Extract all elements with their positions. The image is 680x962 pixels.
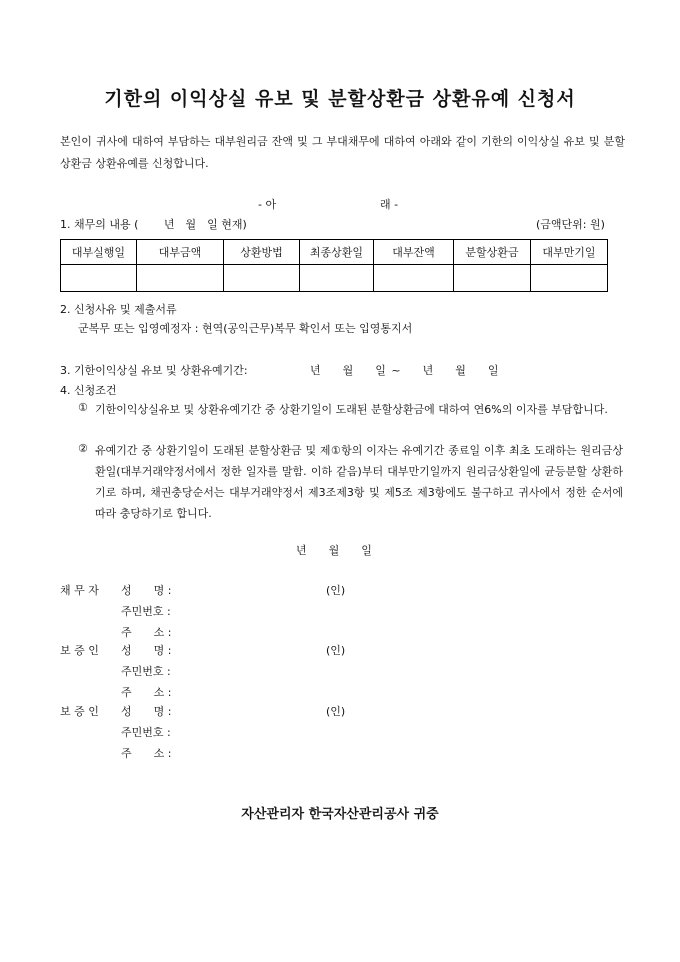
col-header: 대부만기일: [531, 240, 608, 265]
intro-paragraph: 본인이 귀사에 대하여 부담하는 대부원리금 잔액 및 그 부대채무에 대하여 아래와 같이 기한의 이익상실 유보 및 분할상환금 상환유예를 신청합니다.: [60, 135, 625, 170]
notice-left: - 아: [258, 198, 277, 211]
condition-text: 유예기간 중 상환기일이 도래된 분할상환금 및 제①항의 이자는 유예기간 종료일 이후 최초 도래하는 원리금상환일(대부거래약정서에서 정한 일자를 말함. 이하 같음)부터 대부만기일까지 원리금상환일에 균등분할 상환하기로 하며, 채권충당순서는 대부거래약정서 제3조제3항 및 제5조 제3항에도 불구하고 귀사에서 정한 순서에 따라 충당하기로 합니다.: [95, 444, 623, 520]
section4-heading: 4. 신청조건: [60, 384, 117, 397]
address-label: 주 소 :: [121, 747, 172, 760]
table-cell[interactable]: [531, 265, 608, 292]
table-cell[interactable]: [374, 265, 454, 292]
signer-role: 채 무 자: [60, 584, 99, 597]
col-header: 대부금액: [137, 240, 224, 265]
date-line: 년 월 일: [296, 544, 372, 557]
signer-role: 보 증 인: [60, 644, 99, 657]
signer-role: 보 증 인: [60, 705, 99, 718]
section2-detail: 군복무 또는 입영예정자 : 현역(공익근무)복무 확인서 또는 입영통지서: [78, 322, 413, 335]
name-label: 성 명 :: [121, 705, 172, 718]
section2-heading: 2. 신청사유 및 제출서류: [60, 303, 177, 316]
seal-mark: (인): [326, 584, 346, 597]
debt-table: [60, 239, 608, 292]
table-cell[interactable]: [61, 265, 137, 292]
table-header-row: [61, 240, 608, 265]
condition-text: 기한이익상실유보 및 상환유예기간 중 상환기일이 도래된 분할상환금에 대하여 연6%의 이자를 부담합니다.: [95, 403, 608, 416]
address-label: 주 소 :: [121, 686, 172, 699]
table-cell[interactable]: [454, 265, 531, 292]
document-title: 기한의 이익상실 유보 및 분할상환금 상환유예 신청서: [104, 88, 576, 110]
table-cell[interactable]: [224, 265, 300, 292]
footer-addressee: 자산관리자 한국자산관리공사 귀중: [241, 807, 439, 822]
address-label: 주 소 :: [121, 626, 172, 639]
col-header: 분할상환금: [454, 240, 531, 265]
col-header: 대부실행일: [61, 240, 137, 265]
seal-mark: (인): [326, 644, 346, 657]
table-cell[interactable]: [137, 265, 224, 292]
id-label: 주민번호 :: [121, 665, 171, 678]
seal-mark: (인): [326, 705, 346, 718]
table-row: [61, 265, 608, 292]
condition-marker: ②: [78, 442, 88, 455]
table-cell[interactable]: [300, 265, 374, 292]
id-label: 주민번호 :: [121, 726, 171, 739]
name-label: 성 명 :: [121, 644, 172, 657]
section3-dates: 년 월 일 ~ 년 월 일: [310, 364, 499, 377]
section1-heading: 1. 채무의 내용 ( 년 월 일 현재): [60, 218, 247, 231]
col-header: 대부잔액: [374, 240, 454, 265]
unit-label: (금액단위: 원): [536, 218, 605, 231]
section3-heading: 3. 기한이익상실 유보 및 상환유예기간:: [60, 364, 248, 377]
name-label: 성 명 :: [121, 584, 172, 597]
condition-marker: ①: [78, 401, 88, 414]
notice-right: 래 -: [380, 198, 399, 211]
id-label: 주민번호 :: [121, 605, 171, 618]
col-header: 최종상환일: [300, 240, 374, 265]
col-header: 상환방법: [224, 240, 300, 265]
